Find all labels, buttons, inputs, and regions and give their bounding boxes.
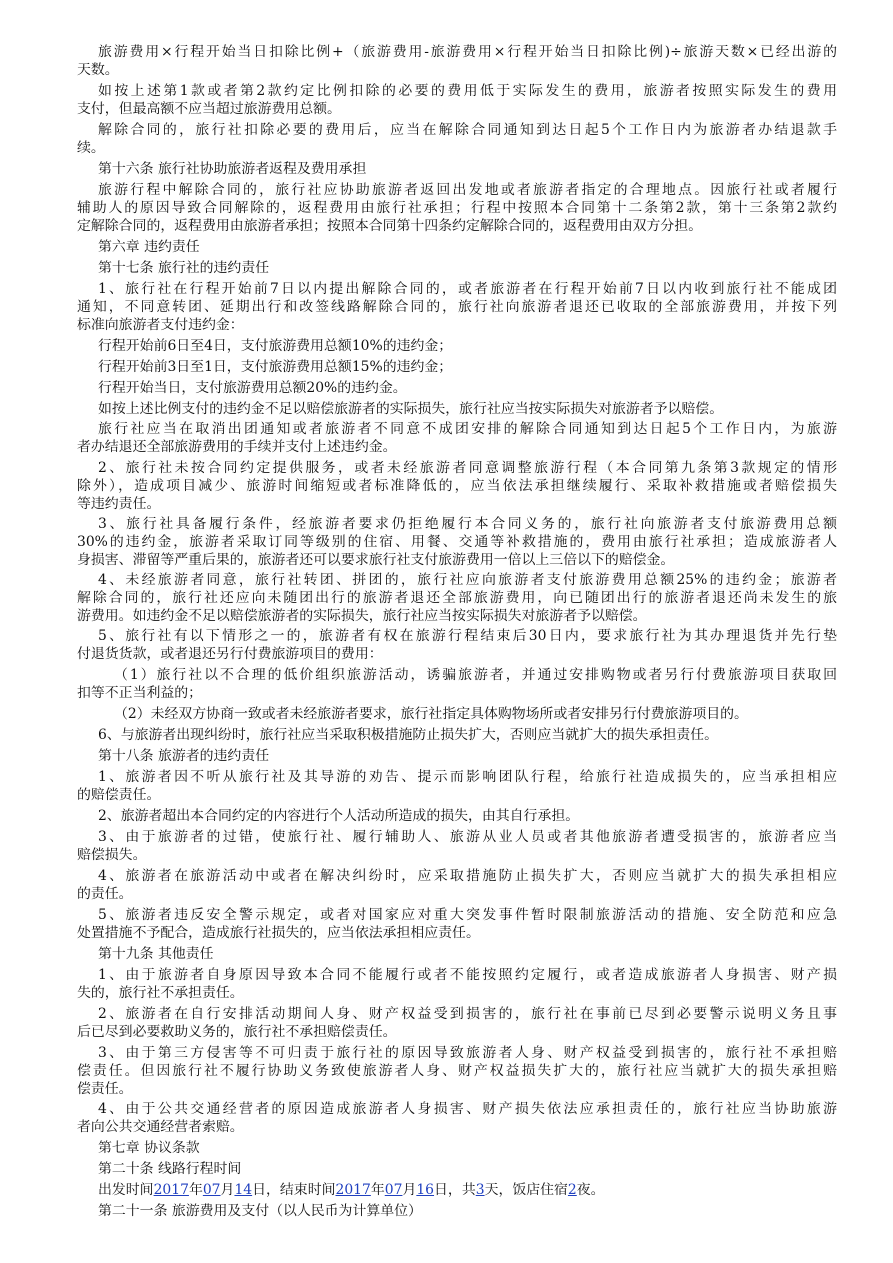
paragraph-18-4-cont	[77, 886, 837, 904]
text-line: 定解除合同的，返程费用由旅游者承担；按照本合同第十四条约定解除合同的，返程费用由双方分担。	[77, 218, 703, 234]
text-line: 者办结退还全部旅游费用的手续并支付上述违约金。	[77, 439, 397, 455]
heading-text: 第二十条 线路行程时间	[98, 1161, 242, 1177]
text-line: 30%的违约金，旅游者采取订同等级别的住宿、用餐、交通等补救措施的，费用由旅行社承担；造成旅游者人	[77, 534, 837, 550]
paragraph-return-trip-line3	[77, 218, 837, 236]
text-line: 赔偿损失。	[77, 847, 147, 863]
itinerary-prefix: 出发时间	[98, 1182, 154, 1198]
text-line: 通知，不同意转团、延期出行和改签线路解除合同的，旅行社向旅游者退还已收取的全部旅游费用，并按下列	[77, 299, 837, 315]
paragraph-refund-formula-cont	[77, 62, 837, 80]
paragraph-19-2-cont	[77, 1024, 837, 1042]
text-line: 续。	[77, 140, 105, 156]
paragraph-17-4-line3	[77, 608, 837, 626]
text-line: 2、旅行社未按合同约定提供服务，或者未经旅游者同意调整旅游行程（本合同第九条第3款规定的情形	[98, 460, 837, 476]
text-line: 3、由于第三方侵害等不可归责于旅行社的原因导致旅游者人身、财产权益受到损害的，旅行社不承担赔	[98, 1045, 837, 1061]
article-17-heading	[77, 260, 837, 278]
text-line: 的责任。	[77, 886, 133, 902]
paragraph-18-5-cont	[77, 925, 837, 943]
text-line: 解除合同的，旅行社还应向未随团出行的旅游者退还全部旅游费用，向已随团出行的旅游者退还尚未发生的旅	[77, 590, 837, 606]
text-line: 游费用。如违约金不足以赔偿旅游者的实际损失，旅行社应当按实际损失对旅游者予以赔偿。	[77, 608, 647, 624]
text-line: 3、旅行社具备履行条件，经旅游者要求仍拒绝履行本合同义务的，旅行社向旅游者支付旅游费用总额	[98, 516, 837, 532]
text-line: （2）未经双方协商一致或者未经旅游者要求，旅行社指定具体购物场所或者安排另行付费旅游项目的。	[114, 706, 748, 722]
text-line: 4、由于公共交通经营者的原因造成旅游者人身损害、财产损失依法应承担责任的，旅行社应当协助旅游	[98, 1101, 837, 1117]
paragraph-19-4-cont	[77, 1119, 837, 1137]
text-line: 行程开始当日，支付旅游费用总额20%的违约金。	[98, 380, 407, 396]
itinerary-time-line	[77, 1182, 837, 1200]
start-year-field[interactable]: 2017	[153, 1182, 189, 1198]
nights-count-field[interactable]: 2	[567, 1182, 577, 1198]
paragraph-18-1-cont	[77, 787, 837, 805]
start-month-field[interactable]: 07	[202, 1182, 221, 1198]
unit-text: 年	[188, 1182, 203, 1198]
heading-text: 第十九条 其他责任	[98, 946, 214, 962]
heading-text: 第十八条 旅游者的违约责任	[98, 748, 270, 764]
penalty-same-day	[77, 380, 837, 398]
text-line: 2、旅游者在自行安排活动期间人身、财产权益受到损害的，旅行社在事前已尽到必要警示说明义务且事	[98, 1006, 837, 1022]
article-21-heading	[77, 1203, 837, 1221]
text-line: 1、旅行社在行程开始前7日以内提出解除合同的，或者旅游者在行程开始前7日以内收到旅行社不能成团	[98, 281, 837, 297]
end-year-field[interactable]: 2017	[335, 1182, 371, 1198]
text-line: 4、未经旅游者同意，旅行社转团、拼团的，旅行社应向旅游者支付旅游费用总额25%的违约金；旅游者	[98, 572, 837, 588]
unit-text: 年	[370, 1182, 385, 1198]
paragraph-19-1-cont	[77, 985, 837, 1003]
chapter-6-heading	[77, 239, 837, 257]
text-line: 偿责任。	[77, 1081, 133, 1097]
text-line: 1、旅游者因不听从旅行社及其导游的劝告、提示而影响团队行程，给旅行社造成损失的，应当承担相应	[98, 769, 837, 785]
paragraph-17-3-line3	[77, 552, 837, 570]
heading-text: 第七章 协议条款	[98, 1140, 200, 1156]
paragraph-refund-5-days-cont	[77, 439, 837, 457]
end-month-field[interactable]: 07	[384, 1182, 403, 1198]
paragraph-17-6	[77, 727, 837, 745]
heading-text: 第十七条 旅行社的违约责任	[98, 260, 270, 276]
article-20-heading	[77, 1161, 837, 1179]
paragraph-refund-deadline-cont	[77, 140, 837, 158]
unit-text: 月	[220, 1182, 235, 1198]
text-line: 天数。	[77, 62, 119, 78]
text-line: 者向公共交通经营者索赔。	[77, 1119, 244, 1135]
text-line: 扣等不正当利益的；	[77, 685, 203, 701]
text-line: 如按上述第1款或者第2款约定比例扣除的必要的费用低于实际发生的费用，旅游者按照实际发生的费用	[98, 83, 837, 99]
paragraph-17-2-line3	[77, 496, 837, 514]
text-line: 标准向旅游者支付违约金：	[77, 317, 244, 333]
text-line: 5、旅游者违反安全警示规定，或者对国家应对重大突发事件暂时限制旅游活动的措施、安全防范和应急	[98, 907, 837, 923]
text-line: 行程开始前6日至4日，支付旅游费用总额10%的违约金；	[98, 338, 453, 354]
text-line: 解除合同的，旅行社扣除必要的费用后，应当在解除合同通知到达日起5个工作日内为旅游者办结退款手	[98, 122, 837, 138]
text-line: 旅行社应当在取消出团通知或者旅游者不同意不成团安排的解除合同通知到达日起5个工作日内，为旅游	[98, 421, 837, 437]
penalty-3-to-1-days	[77, 359, 837, 377]
text-line: 6、与旅游者出现纠纷时，旅行社应当采取积极措施防止损失扩大，否则应当就扩大的损失承担责任。	[98, 727, 719, 743]
text-line: 支付，但最高额不应当超过旅游费用总额。	[77, 101, 341, 117]
heading-text: 第六章 违约责任	[98, 239, 200, 255]
text-line: 行程开始前3日至1日，支付旅游费用总额15%的违约金；	[98, 359, 453, 375]
text-line: 如按上述比例支付的违约金不足以赔偿旅游者的实际损失，旅行社应当按实际损失对旅游者予以赔偿。	[98, 401, 724, 417]
unit-text: 日，共	[434, 1182, 476, 1198]
start-day-field[interactable]: 14	[234, 1182, 253, 1198]
text-line: 5、旅行社有以下情形之一的，旅游者有权在旅游行程结束后30日内，要求旅行社为其办理退货并先行垫	[98, 628, 837, 644]
text-line: 4、旅游者在旅游活动中或者在解决纠纷时，应采取措施防止损失扩大，否则应当就扩大的损失承担相应	[98, 868, 837, 884]
unit-text: 天，饭店住宿	[484, 1182, 568, 1198]
text-line: （1）旅行社以不合理的低价组织旅游活动，诱骗旅游者，并通过安排购物或者另行付费旅游项目获取回	[114, 667, 837, 683]
article-18-heading	[77, 748, 837, 766]
text-line: 后已尽到必要救助义务的，旅行社不承担赔偿责任。	[77, 1024, 397, 1040]
text-line: 3、由于旅游者的过错，使旅行社、履行辅助人、旅游从业人员或者其他旅游者遭受损害的，旅游者应当	[98, 829, 837, 845]
text-line: 失的，旅行社不承担责任。	[77, 985, 244, 1001]
text-line: 等违约责任。	[77, 496, 161, 512]
text-line: 的赔偿责任。	[77, 787, 161, 803]
text-line: 处置措施不予配合，造成旅行社损失的，应当依法承担相应责任。	[77, 925, 480, 941]
paragraph-18-3-cont	[77, 847, 837, 865]
heading-text: 第十六条 旅行社协助旅游者返程及费用承担	[98, 161, 367, 177]
heading-text: 第二十一条 旅游费用及支付（以人民币为计算单位）	[98, 1203, 422, 1219]
paragraph-18-2	[77, 808, 837, 826]
paragraph-17-5-item-2	[77, 706, 837, 724]
days-count-field[interactable]: 3	[475, 1182, 485, 1198]
text-line: 除外），造成项目减少、旅游时间缩短或者标准降低的，应当依法承担继续履行、采取补救措施或者赔偿损失	[77, 478, 837, 494]
penalty-6-to-4-days	[77, 338, 837, 356]
paragraph-actual-cost-cont	[77, 101, 837, 119]
text-line: 旅游行程中解除合同的，旅行社应协助旅游者返回出发地或者旅游者指定的合理地点。因旅行社或者履行	[98, 182, 837, 198]
text-line: 旅游费用×行程开始当日扣除比例+（旅游费用-旅游费用×行程开始当日扣除比例)÷旅游天数×已经出游的	[98, 44, 837, 60]
unit-text: 夜。	[576, 1182, 605, 1198]
text-line: 身损害、滞留等严重后果的，旅游者还可以要求旅行社支付旅游费用一倍以上三倍以下的赔偿金。	[77, 552, 675, 568]
text-line: 偿责任。但因旅行社不履行协助义务致使旅游者人身、财产权益损失扩大的，旅行社应当就扩大的损失承担赔	[77, 1063, 837, 1079]
article-16-heading	[77, 161, 837, 179]
penalty-insufficient	[77, 401, 837, 419]
paragraph-17-5-item-1-cont	[77, 685, 837, 703]
unit-text: 月	[402, 1182, 417, 1198]
text-line: 2、旅游者超出本合同约定的内容进行个人活动所造成的损失，由其自行承担。	[98, 808, 580, 824]
text-line: 1、由于旅游者自身原因导致本合同不能履行或者不能按照约定履行，或者造成旅游者人身损害、财产损	[98, 967, 837, 983]
article-19-heading	[77, 946, 837, 964]
unit-text: 日，结束时间	[252, 1182, 336, 1198]
paragraph-19-3-line3	[77, 1081, 837, 1099]
end-day-field[interactable]: 16	[416, 1182, 435, 1198]
chapter-7-heading	[77, 1140, 837, 1158]
text-line: 付退货货款，或者退还另行付费旅游项目的费用：	[77, 646, 383, 662]
paragraph-17-5-cont	[77, 646, 837, 664]
paragraph-17-1-line3	[77, 317, 837, 335]
text-line: 辅助人的原因导致合同解除的，返程费用由旅行社承担；行程中按照本合同第十二条第2款，第十三条第2款约	[77, 200, 837, 216]
